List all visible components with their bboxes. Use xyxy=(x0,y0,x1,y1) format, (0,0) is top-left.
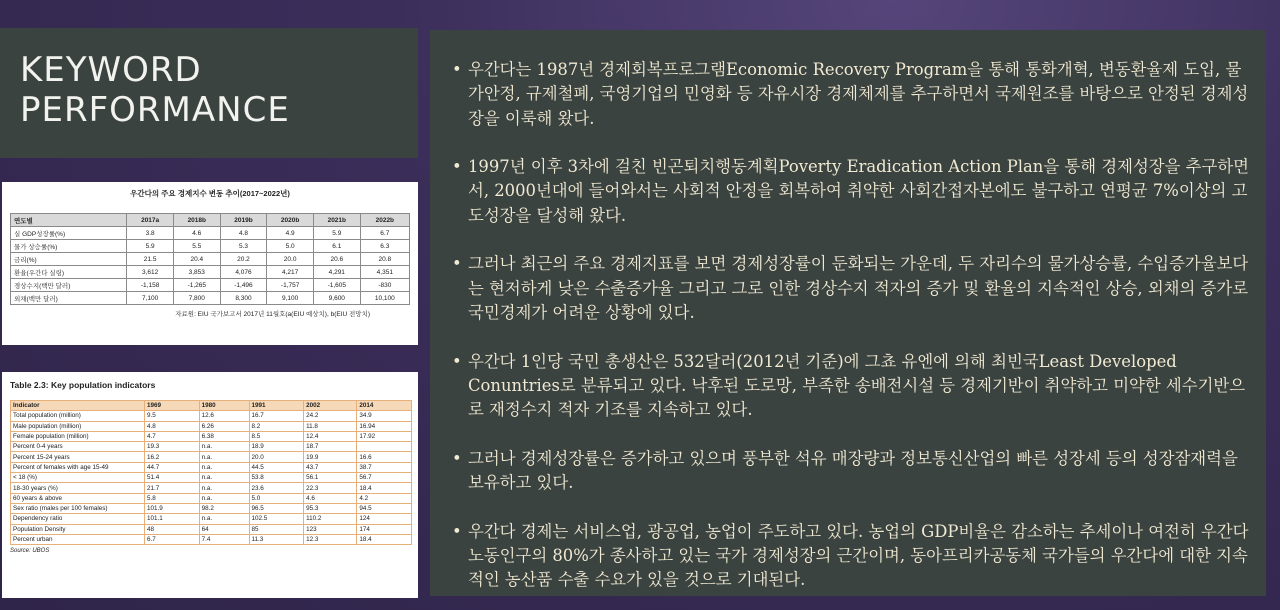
table1-cell: 4,217 xyxy=(267,266,314,279)
table1-cell: 4,351 xyxy=(360,266,409,279)
table1-header-cell: 2019b xyxy=(220,214,267,227)
bullet-item xyxy=(452,520,1250,593)
table1-cell: 물가 상승률(%) xyxy=(11,240,127,253)
table-row xyxy=(11,266,410,279)
table1-cell: 20.0 xyxy=(267,253,314,266)
table2-cell: 18.4 xyxy=(357,534,412,544)
table2-cell: n.a. xyxy=(199,462,249,472)
table2-cell: Percent of females with age 15-49 xyxy=(11,462,145,472)
table1-caption: 우간다의 주요 경제지수 변동 추이(2017~2022년) xyxy=(130,189,290,198)
table1-header-cell: 연도별 xyxy=(11,214,127,227)
table1-cell: 20.2 xyxy=(220,253,267,266)
table1-cell: -1,158 xyxy=(127,279,174,292)
table1-header-cell: 2021b xyxy=(313,214,360,227)
bullet-dot-icon: • xyxy=(452,448,462,468)
content-panel xyxy=(430,30,1266,596)
table2-cell: 12.6 xyxy=(199,411,249,421)
table-row xyxy=(11,462,412,472)
table2-cell: 21.7 xyxy=(145,483,200,493)
table2-cell: n.a. xyxy=(199,452,249,462)
table2-cell: 44.7 xyxy=(145,462,200,472)
table2-cell: 53.8 xyxy=(249,473,304,483)
table2-cell: 18.4 xyxy=(357,483,412,493)
table2-cell: 12.4 xyxy=(304,431,357,441)
table1-cell: 5.9 xyxy=(127,240,174,253)
table1-cell: 21.5 xyxy=(127,253,174,266)
table2-cell: 18-30 years (%) xyxy=(11,483,145,493)
table-row xyxy=(11,421,412,431)
table2-cell: n.a. xyxy=(199,483,249,493)
title-panel xyxy=(0,28,418,158)
table2-cell: 4.8 xyxy=(145,421,200,431)
table1-cell: 4.9 xyxy=(267,227,314,240)
table2-header-cell: 1980 xyxy=(199,401,249,411)
table2-cell: n.a. xyxy=(199,514,249,524)
bullet-item xyxy=(452,350,1250,423)
table1-cell: 6.7 xyxy=(360,227,409,240)
bullet-dot-icon: • xyxy=(452,254,462,274)
table2-cell: 174 xyxy=(357,524,412,534)
table1-cell: 4.8 xyxy=(220,227,267,240)
table1-cell: 4,291 xyxy=(313,266,360,279)
table1-cell: 20.4 xyxy=(173,253,220,266)
table2-cell: 94.5 xyxy=(357,503,412,513)
table-row xyxy=(11,514,412,524)
table2-cell: 24.2 xyxy=(304,411,357,421)
table1-cell: 3,612 xyxy=(127,266,174,279)
table2-cell: 96.5 xyxy=(249,503,304,513)
table1-cell: 4,076 xyxy=(220,266,267,279)
bullet-dot-icon: • xyxy=(452,521,462,541)
table2-cell: 95.3 xyxy=(304,503,357,513)
table1-cell: 실 GDP성장률(%) xyxy=(11,227,127,240)
table1-cell: -830 xyxy=(360,279,409,292)
table1-cell: 5.5 xyxy=(173,240,220,253)
table2-cell: 5.0 xyxy=(249,493,304,503)
table2-cell: 60 years & above xyxy=(11,493,145,503)
table-row xyxy=(11,279,410,292)
table2-cell: 18.9 xyxy=(249,442,304,452)
bullet-text: 그러나 경제성장률은 증가하고 있으며 풍부한 석유 매장량과 정보통신산업의 빠른 성장세 등의 성장잠재력을 보유하고 있다. xyxy=(468,448,1238,493)
table1-cell: 3.8 xyxy=(127,227,174,240)
table-row xyxy=(11,452,412,462)
table2-cell: 43.7 xyxy=(304,462,357,472)
table2-cell: n.a. xyxy=(199,493,249,503)
table1-cell: 7,100 xyxy=(127,292,174,305)
table2-cell: n.a. xyxy=(199,473,249,483)
table1-cell: 경상수지(백만 달러) xyxy=(11,279,127,292)
table-row xyxy=(11,483,412,493)
table1-cell: 5.3 xyxy=(220,240,267,253)
table1-cell: 4.6 xyxy=(173,227,220,240)
table2-cell: 123 xyxy=(304,524,357,534)
table1-cell: 외채(백만 달러) xyxy=(11,292,127,305)
table2-cell: 8.2 xyxy=(249,421,304,431)
table2-cell: 4.7 xyxy=(145,431,200,441)
table2-cell: Percent 0-4 years xyxy=(11,442,145,452)
bullet-text: 우간다 1인당 국민 총생산은 532달러(2012년 기준)에 그쵸 유엔에 의해 최빈국Least Developed Conuntries로 분류되고 있다. 낙후된 도로망, 부족한 송배전시설 등 경제기반이 취약하고 미약한 세수기반으로 재정수지 적자 기조를 지속하고 있다. xyxy=(468,351,1246,420)
bullet-dot-icon: • xyxy=(452,351,462,371)
table2-cell xyxy=(357,442,412,452)
table2-cell: Female population (million) xyxy=(11,431,145,441)
bullet-dot-icon: • xyxy=(452,157,462,177)
table2-cell: < 18 (%) xyxy=(11,473,145,483)
table2-cell: 44.5 xyxy=(249,462,304,472)
bullet-text: 우간다 경제는 서비스업, 광공업, 농업이 주도하고 있다. 농업의 GDP비율은 감소하는 추세이나 여전히 우간다 노동인구의 80%가 종사하고 있는 국가 경제성장의 근간이며, 동아프리카공동체 국가들의 우간다에 대한 지속적인 농산품 수출 수요가 있을 것으로 기대된다. xyxy=(468,521,1249,590)
table2-cell: 48 xyxy=(145,524,200,534)
bullet-text: 1997년 이후 3차에 걸친 빈곤퇴치행동계획Poverty Eradication Action Plan을 통해 경제성장을 추구하면서, 2000년대에 들어와서는 사회적 안정을 회복하여 취약한 사회간접자본에도 불구하고 연평균 7%이상의 고도성장을 달성해 왔다. xyxy=(468,157,1249,225)
table2-cell: 5.8 xyxy=(145,493,200,503)
table2-header-cell: Indicator xyxy=(11,401,145,411)
table2-header-cell: 1991 xyxy=(249,401,304,411)
table2-cell: 16.7 xyxy=(249,411,304,421)
bullet-text: 그러나 최근의 주요 경제지표를 보면 경제성장률이 둔화되는 가운데, 두 자리수의 물가상승률, 수입증가율보다는 현저하게 낮은 수출증가율 그리고 그로 인한 경상수지 적자의 증가 및 환율의 지속적인 상승, 외채의 증가로 국민경제가 어려운 상황에 있다. xyxy=(468,254,1249,322)
table1-header-cell: 2020b xyxy=(267,214,314,227)
table2-cell: Dependency ratio xyxy=(11,514,145,524)
table-row xyxy=(11,411,412,421)
bullet-item xyxy=(452,155,1250,228)
table1-cell: -1,605 xyxy=(313,279,360,292)
table1-cell: 3,853 xyxy=(173,266,220,279)
table2-cell: Total population (million) xyxy=(11,411,145,421)
table2-header-cell: 2014 xyxy=(357,401,412,411)
table2-cell: 6.38 xyxy=(199,431,249,441)
table1-header-cell: 2017a xyxy=(127,214,174,227)
population-indicators-table xyxy=(10,400,412,545)
table2-cell: 23.6 xyxy=(249,483,304,493)
table2-cell: 85 xyxy=(249,524,304,534)
table1-cell: -1,265 xyxy=(173,279,220,292)
table2-cell: Population Density xyxy=(11,524,145,534)
table2-header-cell: 2002 xyxy=(304,401,357,411)
table1-cell: 6.1 xyxy=(313,240,360,253)
table1-cell: 9,100 xyxy=(267,292,314,305)
table2-cell: 6.7 xyxy=(145,534,200,544)
table2-cell: Percent 15-24 years xyxy=(11,452,145,462)
table2-cell: 17.92 xyxy=(357,431,412,441)
table2-cell: 16.94 xyxy=(357,421,412,431)
title-line-1: KEYWORD xyxy=(20,50,202,90)
table2-source: Source: UBOS xyxy=(10,548,50,555)
table2-cell: n.a. xyxy=(199,442,249,452)
population-indicators-table-image xyxy=(2,372,418,598)
table-row xyxy=(11,503,412,513)
table2-cell: 9.5 xyxy=(145,411,200,421)
table1-cell: 5.0 xyxy=(267,240,314,253)
economic-indicators-table-image xyxy=(2,182,418,345)
table2-cell: 8.5 xyxy=(249,431,304,441)
table1-header-cell: 2022b xyxy=(360,214,409,227)
table2-cell: 124 xyxy=(357,514,412,524)
table2-cell: 102.5 xyxy=(249,514,304,524)
bullet-text: 우간다는 1987년 경제회복프로그램Economic Recovery Program을 통해 통화개혁, 변동환율제 도입, 물가안정, 규제철폐, 국영기업의 민영화 등 자유시장 경제체제를 추구하면서 국제원조를 바탕으로 안정된 경제성장을 이룩해 왔다. xyxy=(468,60,1249,128)
table2-cell: 56.1 xyxy=(304,473,357,483)
table-row xyxy=(11,240,410,253)
table1-source: 자료원: EIU 국가보고서 2017년 11월호(a(EIU 예상치), b(EIU 전망치) xyxy=(175,311,370,318)
table2-cell: 4.2 xyxy=(357,493,412,503)
table1-cell: 10,100 xyxy=(360,292,409,305)
table1-cell: -1,757 xyxy=(267,279,314,292)
table2-cell: 64 xyxy=(199,524,249,534)
table2-cell: 11.8 xyxy=(304,421,357,431)
table1-header-cell: 2018b xyxy=(173,214,220,227)
table-row xyxy=(11,292,410,305)
table1-cell: 6.3 xyxy=(360,240,409,253)
table-row xyxy=(11,473,412,483)
table2-cell: 110.2 xyxy=(304,514,357,524)
table1-cell: 9,600 xyxy=(313,292,360,305)
economic-indicators-table xyxy=(10,213,410,305)
table2-cell: 7.4 xyxy=(199,534,249,544)
table1-cell: 환율(우간다 실링) xyxy=(11,266,127,279)
table1-cell: 7,800 xyxy=(173,292,220,305)
table2-cell: 98.2 xyxy=(199,503,249,513)
title-line-2: PERFORMANCE xyxy=(20,90,290,130)
bullet-item xyxy=(452,58,1250,131)
table2-caption: Table 2.3: Key population indicators xyxy=(10,380,156,390)
table2-cell: 101.9 xyxy=(145,503,200,513)
table1-cell: 20.8 xyxy=(360,253,409,266)
table2-cell: 4.6 xyxy=(304,493,357,503)
table-row xyxy=(11,534,412,544)
table-row xyxy=(11,227,410,240)
table2-header-cell: 1969 xyxy=(145,401,200,411)
table1-cell: 금리(%) xyxy=(11,253,127,266)
table2-cell: 20.0 xyxy=(249,452,304,462)
table2-cell: Male population (million) xyxy=(11,421,145,431)
table2-cell: 11.3 xyxy=(249,534,304,544)
table2-cell: 18.7 xyxy=(304,442,357,452)
table2-cell: Sex ratio (males per 100 females) xyxy=(11,503,145,513)
table2-cell: 12.3 xyxy=(304,534,357,544)
bullet-item xyxy=(452,252,1250,325)
table2-cell: 101.1 xyxy=(145,514,200,524)
table1-cell: -1,496 xyxy=(220,279,267,292)
table-row xyxy=(11,442,412,452)
table1-cell: 8,300 xyxy=(220,292,267,305)
table2-cell: 34.9 xyxy=(357,411,412,421)
table-row xyxy=(11,253,410,266)
table1-cell: 20.6 xyxy=(313,253,360,266)
table2-cell: Percent urban xyxy=(11,534,145,544)
table2-cell: 19.3 xyxy=(145,442,200,452)
table2-cell: 51.4 xyxy=(145,473,200,483)
table2-cell: 19.9 xyxy=(304,452,357,462)
table2-cell: 16.6 xyxy=(357,452,412,462)
table2-cell: 22.3 xyxy=(304,483,357,493)
table2-cell: 6.26 xyxy=(199,421,249,431)
table2-cell: 38.7 xyxy=(357,462,412,472)
table1-cell: 5.9 xyxy=(313,227,360,240)
table-row xyxy=(11,524,412,534)
bullet-dot-icon: • xyxy=(452,60,462,79)
bullet-item xyxy=(452,447,1250,496)
table2-cell: 56.7 xyxy=(357,473,412,483)
table2-cell: 16.2 xyxy=(145,452,200,462)
table-row xyxy=(11,431,412,441)
table-row xyxy=(11,493,412,503)
